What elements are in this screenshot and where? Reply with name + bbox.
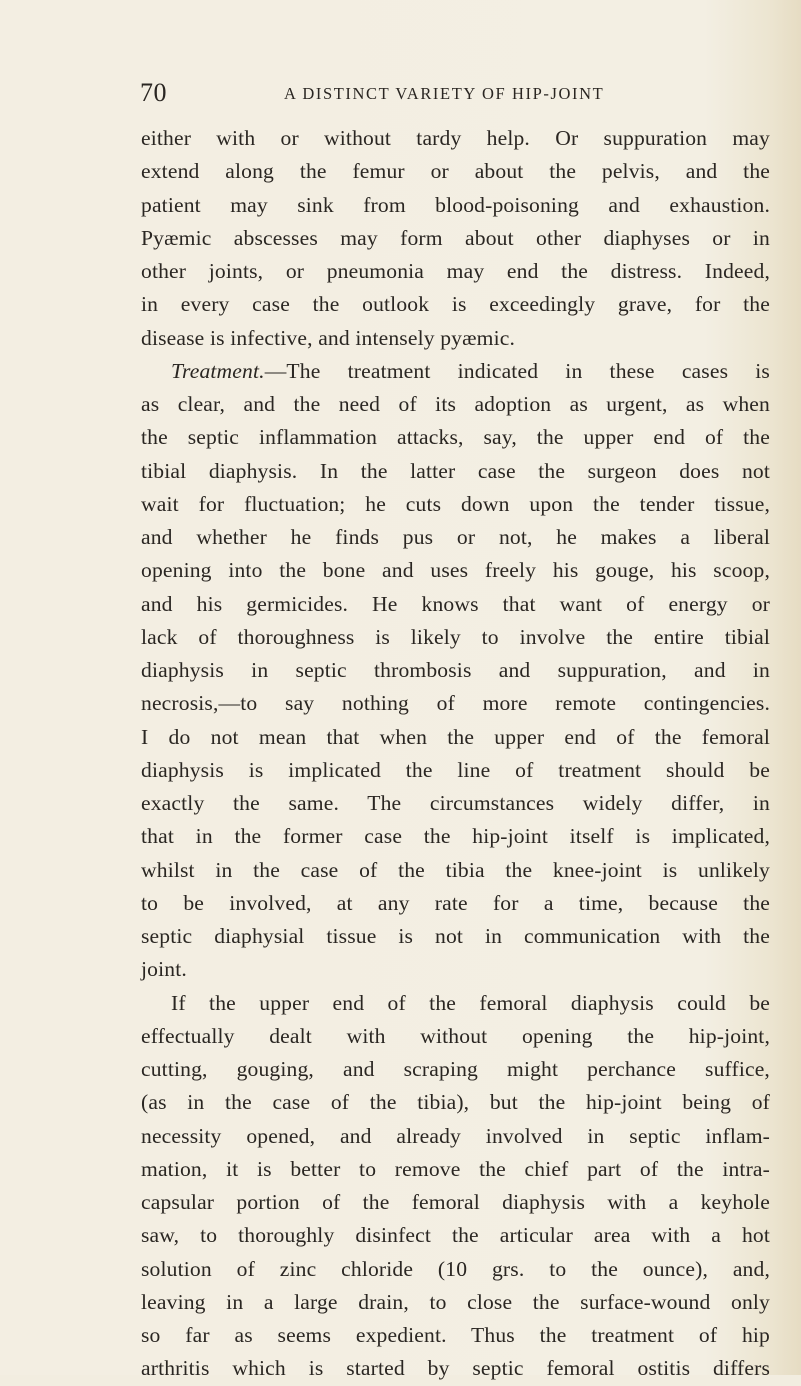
text-line: necrosis,—to say nothing of more remote contingencies.	[141, 691, 770, 716]
body-text	[141, 122, 770, 1386]
text-line: diaphysis in septic thrombosis and suppuration, and in	[141, 658, 770, 682]
text-line: other joints, or pneumonia may end the distress. Indeed,	[141, 259, 770, 283]
text-line: joint.	[141, 957, 187, 982]
text-line: If the upper end of the femoral diaphysis could be	[171, 990, 770, 1015]
text-line: patient may sink from blood-poisoning and exhaustion.	[141, 192, 770, 217]
text-line: diaphysis is implicated the line of treatment should be	[141, 757, 770, 782]
treatment-paragraph-start	[141, 355, 770, 388]
text-line: that in the former case the hip-joint itself is implicated,	[141, 824, 770, 849]
text-line: and whether he finds pus or not, he makes a liberal	[141, 525, 770, 549]
text-line: mation, it is better to remove the chief part of the intra-	[141, 1156, 770, 1181]
text-line: solution of zinc chloride (10 grs. to the ounce), and,	[141, 1256, 770, 1281]
text-line: I do not mean that when the upper end of the femoral	[141, 724, 770, 749]
text-line: and his germicides. He knows that want of energy or	[141, 591, 770, 616]
treatment-line-text: —The treatment indicated in these cases is	[264, 358, 770, 383]
text-line: arthritis which is started by septic femoral ostitis differs	[141, 1356, 770, 1381]
text-line: opening into the bone and uses freely his gouge, his scoop,	[141, 558, 770, 583]
text-line: effectually dealt with without opening the hip-joint,	[141, 1023, 770, 1048]
text-line: cutting, gouging, and scraping might perchance suffice,	[141, 1057, 770, 1081]
running-head	[140, 78, 790, 108]
text-line: extend along the femur or about the pelvis, and the	[141, 159, 770, 184]
text-line: saw, to thoroughly disinfect the articular area with a hot	[141, 1223, 770, 1248]
text-line: to be involved, at any rate for a time, because the	[141, 890, 770, 915]
text-line: so far as seems expedient. Thus the treatment of hip	[141, 1323, 770, 1347]
text-line: exactly the same. The circumstances widely differ, in	[141, 791, 770, 815]
text-line: either with or without tardy help. Or suppuration may	[141, 126, 770, 150]
text-line: Pyæmic abscesses may form about other diaphyses or in	[141, 225, 770, 250]
text-line: lack of thoroughness is likely to involve the entire tibial	[141, 624, 770, 649]
text-line: necessity opened, and already involved in septic inflam-	[141, 1123, 770, 1148]
text-line: leaving in a large drain, to close the surface-wound only	[141, 1289, 770, 1314]
running-title: A DISTINCT VARIETY OF HIP-JOINT	[284, 84, 605, 103]
text-line: as clear, and the need of its adoption as urgent, as when	[141, 392, 770, 416]
page-number: 70	[140, 78, 167, 107]
text-line: whilst in the case of the tibia the knee-joint is unlikely	[141, 857, 770, 882]
text-line: disease is infective, and intensely pyæmic.	[141, 325, 516, 350]
text-line: wait for fluctuation; he cuts down upon the tender tissue,	[141, 491, 770, 516]
text-line: (as in the case of the tibia), but the hip-joint being of	[141, 1090, 770, 1115]
text-line: the septic inflammation attacks, say, the upper end of the	[141, 425, 770, 450]
text-line: tibial diaphysis. In the latter case the surgeon does not	[141, 458, 770, 483]
treatment-heading: Treatment.	[171, 358, 265, 383]
text-line: in every case the outlook is exceedingly grave, for the	[141, 292, 770, 317]
text-line: capsular portion of the femoral diaphysis with a keyhole	[141, 1190, 770, 1214]
text-line: septic diaphysial tissue is not in communication with the	[141, 924, 770, 948]
